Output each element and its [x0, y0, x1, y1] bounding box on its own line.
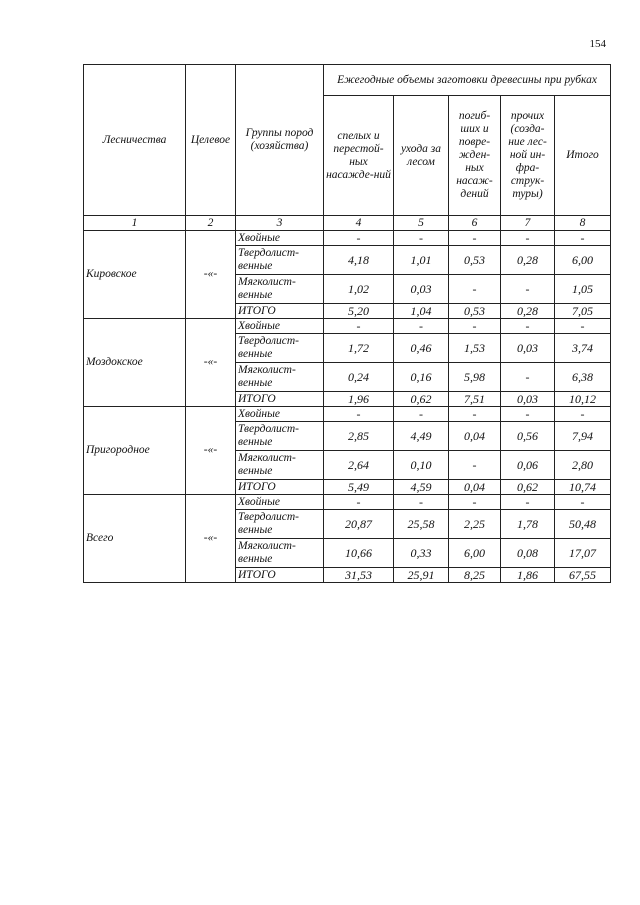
- header-target: Целевое: [186, 65, 236, 216]
- table-row: [84, 495, 611, 510]
- species-group: Мягколист-венные: [236, 451, 324, 480]
- species-group: ИТОГО: [236, 568, 324, 583]
- volume-value: 1,01: [394, 246, 449, 275]
- volume-value: -: [555, 495, 611, 510]
- page-number: 154: [589, 38, 606, 50]
- header-total: Итого: [555, 96, 611, 216]
- target-purpose: -«-: [186, 231, 236, 319]
- forestry-name: Всего: [84, 495, 186, 583]
- column-number: 4: [324, 216, 394, 231]
- volume-value: -: [449, 231, 501, 246]
- volume-value: -: [394, 407, 449, 422]
- column-number: 5: [394, 216, 449, 231]
- volume-value: 0,46: [394, 334, 449, 363]
- volume-value: 0,04: [449, 480, 501, 495]
- column-number: 8: [555, 216, 611, 231]
- volume-value: 5,49: [324, 480, 394, 495]
- volume-value: 50,48: [555, 510, 611, 539]
- volume-value: 0,53: [449, 304, 501, 319]
- volume-value: 67,55: [555, 568, 611, 583]
- volume-value: 25,58: [394, 510, 449, 539]
- harvest-volume-table: [83, 64, 611, 583]
- species-group: ИТОГО: [236, 480, 324, 495]
- volume-value: -: [324, 231, 394, 246]
- species-group: Твердолист-венные: [236, 334, 324, 363]
- volume-value: 0,03: [394, 275, 449, 304]
- volume-value: 10,74: [555, 480, 611, 495]
- volume-value: 5,20: [324, 304, 394, 319]
- volume-value: 31,53: [324, 568, 394, 583]
- volume-value: 6,00: [555, 246, 611, 275]
- volume-value: -: [501, 231, 555, 246]
- volume-value: -: [555, 319, 611, 334]
- volume-value: 7,05: [555, 304, 611, 319]
- species-group: Хвойные: [236, 231, 324, 246]
- volume-value: 1,86: [501, 568, 555, 583]
- volume-value: 0,08: [501, 539, 555, 568]
- volume-value: -: [324, 319, 394, 334]
- column-number: 3: [236, 216, 324, 231]
- volume-value: -: [555, 231, 611, 246]
- forestry-name: Пригородное: [84, 407, 186, 495]
- volume-value: 2,64: [324, 451, 394, 480]
- column-number: 1: [84, 216, 186, 231]
- forestry-name: Кировское: [84, 231, 186, 319]
- volume-value: 7,51: [449, 392, 501, 407]
- volume-value: 0,04: [449, 422, 501, 451]
- species-group: ИТОГО: [236, 392, 324, 407]
- column-number: 2: [186, 216, 236, 231]
- header-other-felling: прочих (созда-ние лес-ной ин-фра-струк-туры): [501, 96, 555, 216]
- volume-value: 1,78: [501, 510, 555, 539]
- volume-value: -: [394, 319, 449, 334]
- target-purpose: -«-: [186, 319, 236, 407]
- species-group: Хвойные: [236, 319, 324, 334]
- species-group: Мягколист-венные: [236, 363, 324, 392]
- volume-value: 0,28: [501, 246, 555, 275]
- volume-value: 4,18: [324, 246, 394, 275]
- species-group: Мягколист-венные: [236, 539, 324, 568]
- volume-value: 5,98: [449, 363, 501, 392]
- volume-value: 17,07: [555, 539, 611, 568]
- volume-value: -: [449, 407, 501, 422]
- volume-value: -: [449, 495, 501, 510]
- target-purpose: -«-: [186, 495, 236, 583]
- volume-value: 0,28: [501, 304, 555, 319]
- target-purpose: -«-: [186, 407, 236, 495]
- volume-value: 6,38: [555, 363, 611, 392]
- table-row: [84, 231, 611, 246]
- volume-value: 6,00: [449, 539, 501, 568]
- volume-value: 0,03: [501, 392, 555, 407]
- header-forestry: Лесничества: [84, 65, 186, 216]
- volume-value: 8,25: [449, 568, 501, 583]
- volume-value: 4,49: [394, 422, 449, 451]
- volume-value: 1,05: [555, 275, 611, 304]
- species-group: Хвойные: [236, 495, 324, 510]
- volume-value: -: [449, 451, 501, 480]
- volume-value: 1,02: [324, 275, 394, 304]
- column-numbers-row: [84, 216, 611, 231]
- volume-value: 3,74: [555, 334, 611, 363]
- volume-value: 1,53: [449, 334, 501, 363]
- species-group: Хвойные: [236, 407, 324, 422]
- header-groups: Группы пород (хозяйства): [236, 65, 324, 216]
- volume-value: 10,12: [555, 392, 611, 407]
- header-care-felling: ухода за лесом: [394, 96, 449, 216]
- volume-value: 1,72: [324, 334, 394, 363]
- header-dead-stands: погиб-ших и повре-жден-ных насаж-дений: [449, 96, 501, 216]
- volume-value: -: [501, 495, 555, 510]
- volume-value: 0,03: [501, 334, 555, 363]
- volume-value: -: [501, 407, 555, 422]
- volume-value: 2,80: [555, 451, 611, 480]
- volume-value: 4,59: [394, 480, 449, 495]
- forestry-name: Моздокское: [84, 319, 186, 407]
- volume-value: -: [324, 407, 394, 422]
- volume-value: -: [555, 407, 611, 422]
- species-group: Твердолист-венные: [236, 510, 324, 539]
- volume-value: 0,06: [501, 451, 555, 480]
- volume-value: 1,96: [324, 392, 394, 407]
- volume-value: 1,04: [394, 304, 449, 319]
- species-group: Мягколист-венные: [236, 275, 324, 304]
- volume-value: 20,87: [324, 510, 394, 539]
- volume-value: -: [324, 495, 394, 510]
- volume-value: -: [449, 319, 501, 334]
- volume-value: -: [449, 275, 501, 304]
- table-row: [84, 407, 611, 422]
- volume-value: 0,10: [394, 451, 449, 480]
- volume-value: -: [394, 495, 449, 510]
- volume-value: 10,66: [324, 539, 394, 568]
- volume-value: 0,62: [501, 480, 555, 495]
- volume-value: 0,24: [324, 363, 394, 392]
- volume-value: -: [501, 319, 555, 334]
- species-group: ИТОГО: [236, 304, 324, 319]
- volume-value: 0,16: [394, 363, 449, 392]
- species-group: Твердолист-венные: [236, 246, 324, 275]
- species-group: Твердолист-венные: [236, 422, 324, 451]
- volume-value: -: [501, 363, 555, 392]
- volume-value: 0,53: [449, 246, 501, 275]
- volume-value: 0,62: [394, 392, 449, 407]
- header-mature-stands: спелых и перестой-ных насажде-ний: [324, 96, 394, 216]
- volume-value: -: [501, 275, 555, 304]
- column-number: 6: [449, 216, 501, 231]
- table-row: [84, 319, 611, 334]
- volume-value: -: [394, 231, 449, 246]
- volume-value: 0,56: [501, 422, 555, 451]
- volume-value: 7,94: [555, 422, 611, 451]
- volume-value: 25,91: [394, 568, 449, 583]
- volume-value: 2,85: [324, 422, 394, 451]
- volume-value: 2,25: [449, 510, 501, 539]
- header-annual-volumes: Ежегодные объемы заготовки древесины при рубках: [324, 65, 611, 96]
- volume-value: 0,33: [394, 539, 449, 568]
- column-number: 7: [501, 216, 555, 231]
